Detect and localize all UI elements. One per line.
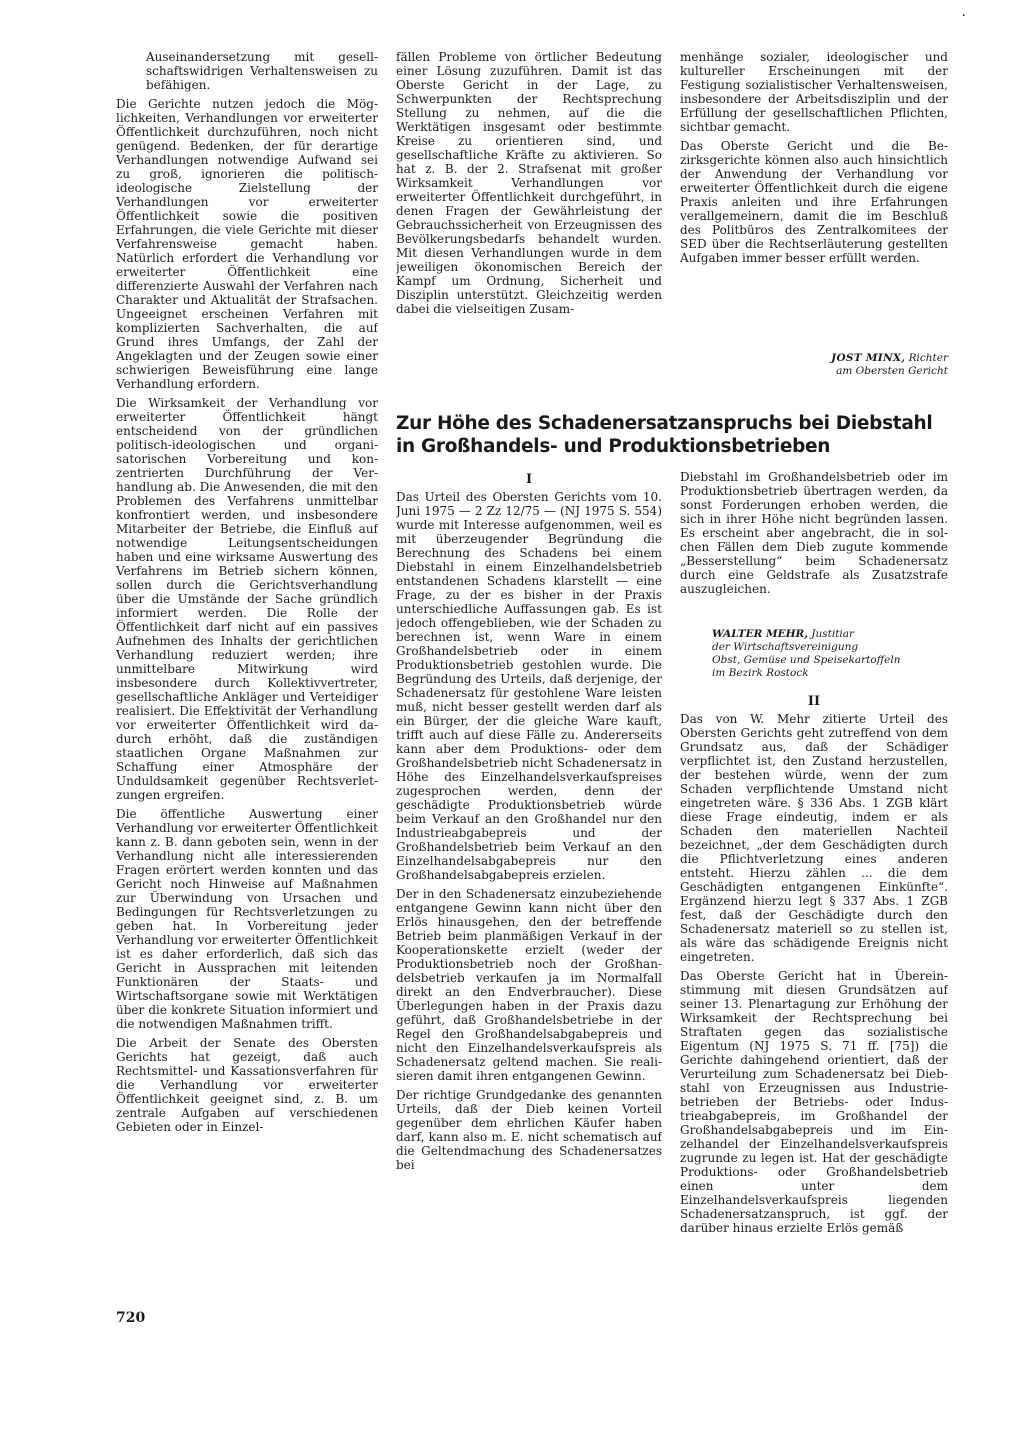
author-role: Richter xyxy=(908,352,948,364)
section-number-1: I xyxy=(525,472,533,487)
author-signature-top xyxy=(680,352,948,378)
column-1 xyxy=(116,50,378,1296)
paragraph: menhänge sozialer, ideologischer und kultureller Erscheinungen mit der Festigung sozialistischer Verhaltensweisen, insbesondere der Arbeitsdisziplin und der Erfüllung der gesellschaftlichen Pflichten, sichtbar gemacht. xyxy=(680,50,948,134)
paragraph: Die Gerichte nutzen jedoch die Möglichkeiten, Verhandlungen vor erweiterter Öffentlichkeit durchzuführen, noch nicht genügend. Bedenken, der für derartige Verhandlungen notwendige Aufwand sei zu groß, ignorieren die politisch-ideologische Zielstellung der Verhandlungen vor erweiterter Öffentlichkeit sowie die positiven Erfahrungen, die viele Gerichte mit dieser Verfahrensweise gemacht haben. Natürlich erfordert die Verhandlung vor erweiterter Öffentlichkeit eine differenzierte Auswahl der Verfahren nach Charakter und Aktualität der Strafsachen. Ungeeignet erscheinen Verfahren mit komplizierten Sachverhalten, die auf Grund ihres Umfangs, der Zahl der Angeklagten und der Zeugen sowie einer schwierigen Beweisführung eine lange Verhandlung erfordern. xyxy=(116,97,378,391)
paragraph: Diebstahl im Großhandelsbetrieb oder im Produktionsbetrieb übertragen werden, da sonst Forderungen erhoben werden, die sich in ihrer Höhe nicht begründen lassen. Es erscheint aber angebracht, die in solchen Fällen dem Dieb zugute kommende „Besserstellung“ beim Schadenersatz durch eine Geldstrafe als Zusatzstrafe auszugleichen. xyxy=(680,470,948,596)
author-affiliation: Obst, Gemüse und Speisekartoffeln xyxy=(712,654,901,666)
paragraph: Das Oberste Gericht hat in Übereinstimmung mit diesen Grundsätzen auf seiner 13. Plenartagung zur Erhöhung der Wirksamkeit der Rechtsprechung bei Straftaten gegen das sozialistische Eigentum (NJ 1975 S. 71 ff. [75]) die Gerichte dahingehend orientiert, daß der Verurteilung zum Schadenersatz bei Diebstahl von Erzeugnissen aus Industriebetrieben der Betriebs- oder Industrieabgabepreis, im Großhandel der Großhandelsabgabepreis und im Einzelhandel der Einzelhandelsverkaufspreis zugrunde zu legen ist. Hat der geschädigte Produktions- oder Großhandelsbetrieb einen unter dem Einzelhandelsverkaufspreis liegenden Schadenersatzanspruch, ist ggf. der darüber hinaus erzielte Erlös gemäß xyxy=(680,969,948,1235)
author-affiliation: der Wirtschaftsvereinigung xyxy=(712,641,859,653)
author-role: Justitiar xyxy=(811,628,855,640)
author-name: WALTER MEHR, xyxy=(712,628,808,640)
author-affiliation: im Bezirk Rostock xyxy=(712,667,809,679)
author-name: JOST MINX, xyxy=(831,352,906,364)
corner-mark: · xyxy=(961,8,966,24)
paragraph: Das Oberste Gericht und die Bezirksgerichte können also auch hinsichtlich der Anwendung der Verhandlung vor erweiterter Öffentlichkeit durch die eigene Praxis anleiten und ihre Erfahrungen verallgemeinern, damit die im Beschluß des Politbüros des Zentralkomitees der SED über die Rechtserläuterung gestellten Aufgaben immer besser erfüllt werden. xyxy=(680,139,948,265)
column-3-section-2 xyxy=(680,712,948,1300)
column-2-article xyxy=(396,490,662,1298)
author-affiliation: am Obersten Gericht xyxy=(836,365,948,377)
paragraph: Die Arbeit der Senate des Obersten Gerichts hat gezeigt, daß auch Rechtsmittel- und Kassationsverfahren für die Verhandlung vor erweiterter Öffentlichkeit geeignet sind, z. B. um zentrale Aufgaben auf verschiedenen Gebieten oder in Einzel- xyxy=(116,1036,378,1134)
article-headline: Zur Höhe des Schadenersatzanspruchs bei Diebstahl in Großhandels- und Produktionsbetrieben xyxy=(396,413,933,457)
paragraph: Auseinandersetzung mit gesellschaftswidrigen Verhaltensweisen zu befähigen. xyxy=(146,50,378,92)
column-3-article xyxy=(680,470,948,626)
column-2-top xyxy=(396,50,662,378)
paragraph: Das Urteil des Obersten Gerichts vom 10. Juni 1975 — 2 Zz 12/75 — (NJ 1975 S. 554) wurde mit Interesse aufgenommen, weil es mit überzeugender Begründung die Berechnung des Schadens bei einem Diebstahl in einem Einzelhandelsbetrieb entstandenen Schadens klarstellt — eine Frage, zu der es bisher in der Praxis unterschiedliche Auffassungen gab. Es ist jedoch offengeblieben, wie der Schaden zu berechnen ist, wenn Ware in einem Großhandelsbetrieb oder in einem Produktionsbetrieb gestohlen wurde. Die Begründung des Urteils, daß derjenige, der Schadenersatz für gestohlene Ware leisten muß, nicht besser gestellt werden darf als ein Bürger, der die gleiche Ware kauft, trifft auch auf diese Fälle zu. Andererseits kann aber dem Produktions- oder dem Großhandelsbetrieb nicht Schadenersatz in Höhe des Einzelhandelsverkaufspreises zugesprochen werden, denn der geschädigte Produktionsbetrieb würde beim Verkauf an den Großhandel nur den Industrieabgabepreis und der Großhandelsbetrieb beim Verkauf an den Einzelhandelsabgabepreis nur den Großhandelsabgabepreis erzielen. xyxy=(396,490,662,882)
author-signature-mid xyxy=(712,628,952,680)
paragraph: Die Wirksamkeit der Verhandlung vor erweiterter Öffentlichkeit hängt entscheidend von der gründlichen politisch-ideologischen und organisatorischen Vorbereitung und konzentrierten Durchführung der Verhandlung ab. Die Anwesenden, die mit den Problemen des Verfahrens unmittelbar konfrontiert werden, und insbesondere Mitarbeiter der Betriebe, die Einfluß auf notwendige Leitungsentscheidungen haben und eine wirksame Auswertung des Verfahrens im Betrieb sichern können, sollen durch die Gerichtsverhandlung über die Umstände der Sache gründlich informiert werden. Die Rolle der Öffentlichkeit darf nicht auf ein passives Aufnehmen des Inhalts der gerichtlichen Verhandlung reduziert werden; ihre unmittelbare Mitwirkung wird insbesondere durch Kollektivvertreter, gesellschaftliche Ankläger und Verteidiger realisiert. Die Effektivität der Verhandlung vor erweiterter Öffentlichkeit wird dadurch erhöht, daß die zuständigen staatlichen Organe Maßnahmen zur Schaffung einer Atmosphäre der Unduldsamkeit gegenüber Rechtsverletzungen ergreifen. xyxy=(116,396,378,802)
paragraph: Das von W. Mehr zitierte Urteil des Obersten Gerichts geht zutreffend von dem Grundsatz aus, daß der Schädiger verpflichtet ist, den Zustand herzustellen, der bestehen würde, wenn der zum Schaden verpflichtende Umstand nicht eingetreten wäre. § 336 Abs. 1 ZGB klärt diese Frage eindeutig, indem er als Schaden den materiellen Nachteil bezeichnet, „der dem Geschädigten durch die Pflichtverletzung eines anderen entsteht. Hierzu zählen ... die dem Geschädigten entgangenen Einkünfte“. Ergänzend hierzu legt § 337 Abs. 1 ZGB fest, daß der Geschädigte durch den Schadenersatz materiell so zu stellen ist, als wäre das schädigende Ereignis nicht eingetreten. xyxy=(680,712,948,964)
paragraph: fällen Probleme von örtlicher Bedeutung einer Lösung zuzuführen. Damit ist das Oberste Gericht in der Lage, zu Schwerpunkten der Rechtsprechung Stellung zu nehmen, auf die die Werktätigen insgesamt oder bestimmte Kreise zu orientieren sind, und gesellschaftliche Kräfte zu aktivieren. So hat z. B. der 2. Strafsenat mit großer Wirksamkeit Verhandlungen vor erweiterter Öffentlichkeit durchgeführt, in denen Fragen der Gewährleistung der Gebrauchssicherheit von Erzeugnissen des Bevölkerungsbedarfs behandelt wurden. Mit diesen Verhandlungen wurde in dem jeweiligen ökonomischen Bereich der Kampf um Ordnung, Sicherheit und Disziplin unterstützt. Gleichzeitig werden dabei die vielseitigen Zusam- xyxy=(396,50,662,316)
section-number-2: II xyxy=(807,694,821,709)
column-3-top xyxy=(680,50,948,380)
paragraph: Die öffentliche Auswertung einer Verhandlung vor erweiterter Öffentlichkeit kann z. B. dann geboten sein, wenn in der Verhandlung nicht alle interessierenden Fragen erörtert werden konnten und das Gericht noch Hinweise auf Maßnahmen zur Überwindung von Ursachen und Bedingungen für Rechtsverletzungen zu geben hat. In Vorbereitung jeder Verhandlung vor erweiterter Öffentlichkeit ist es daher erforderlich, daß sich das Gericht in Aussprachen mit leitenden Funktionären der Staats- und Wirtschaftsorgane sowie mit Werktätigen über die konkrete Situation informiert und die notwendigen Maßnahmen trifft. xyxy=(116,807,378,1031)
page-number: 720 xyxy=(116,1310,146,1326)
paragraph: Der in den Schadenersatz einzubeziehende entgangene Gewinn kann nicht über den Erlös hinausgehen, den der betreffende Betrieb beim planmäßigen Verkauf in der Kooperationskette erzielt (weder der Produktionsbetrieb noch der Großhandelsbetrieb verkaufen ja im Normalfall direkt an den Endverbraucher). Diese Überlegungen haben in der Praxis dazu geführt, daß Großhandelsbetriebe in der Regel den Großhandelsabgabepreis und nicht den Einzelhandelsverkaufspreis als Schadenersatz geltend machen. Sie realisieren damit ihren entgangenen Gewinn. xyxy=(396,887,662,1083)
paragraph: Der richtige Grundgedanke des genannten Urteils, daß der Dieb keinen Vorteil gegenüber dem ehrlichen Käufer haben darf, kann also m. E. nicht schematisch auf die Geltendmachung des Schadenersatzes bei xyxy=(396,1088,662,1172)
